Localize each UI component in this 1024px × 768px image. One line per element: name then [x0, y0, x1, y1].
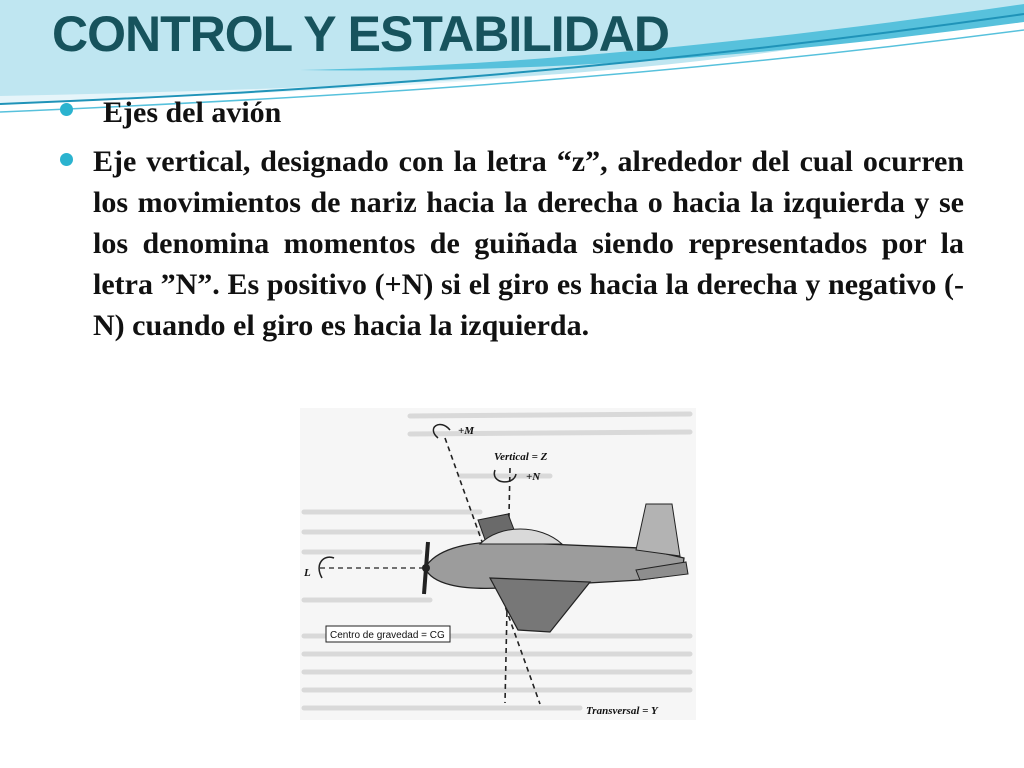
airplane-diagram [300, 408, 696, 720]
bullet-item [60, 92, 964, 133]
bullet-dot-icon [60, 153, 73, 166]
slide-title: CONTROL Y ESTABILIDAD [52, 6, 670, 62]
plus-m-label: +M [458, 425, 475, 437]
airplane-axes-figure [300, 408, 696, 720]
slide-content [60, 92, 964, 346]
bullet-item [60, 141, 964, 346]
center-gravity-label: Centro de gravedad = CG [330, 630, 445, 641]
bullet-text: Ejes del avión [103, 96, 282, 129]
vertical-axis-label: Vertical = Z [494, 451, 548, 463]
airplane-icon [422, 504, 688, 632]
bullet-text: Eje vertical, designado con la letra “z”, alrededor del cual ocurren los movimientos de nariz hacia la derecha o hacia la izquierda y se los denomina momentos de guiñada siendo representados por la letra ”N”. Es positivo (+N) si el giro es hacia la derecha y negativo (-N) cuando el giro es hacia la izquierda. [93, 145, 964, 342]
left-axis-letter: L [304, 567, 311, 579]
plus-n-label: +N [526, 471, 541, 483]
transversal-axis-label: Transversal = Y [586, 705, 658, 717]
bullet-dot-icon [60, 103, 73, 116]
